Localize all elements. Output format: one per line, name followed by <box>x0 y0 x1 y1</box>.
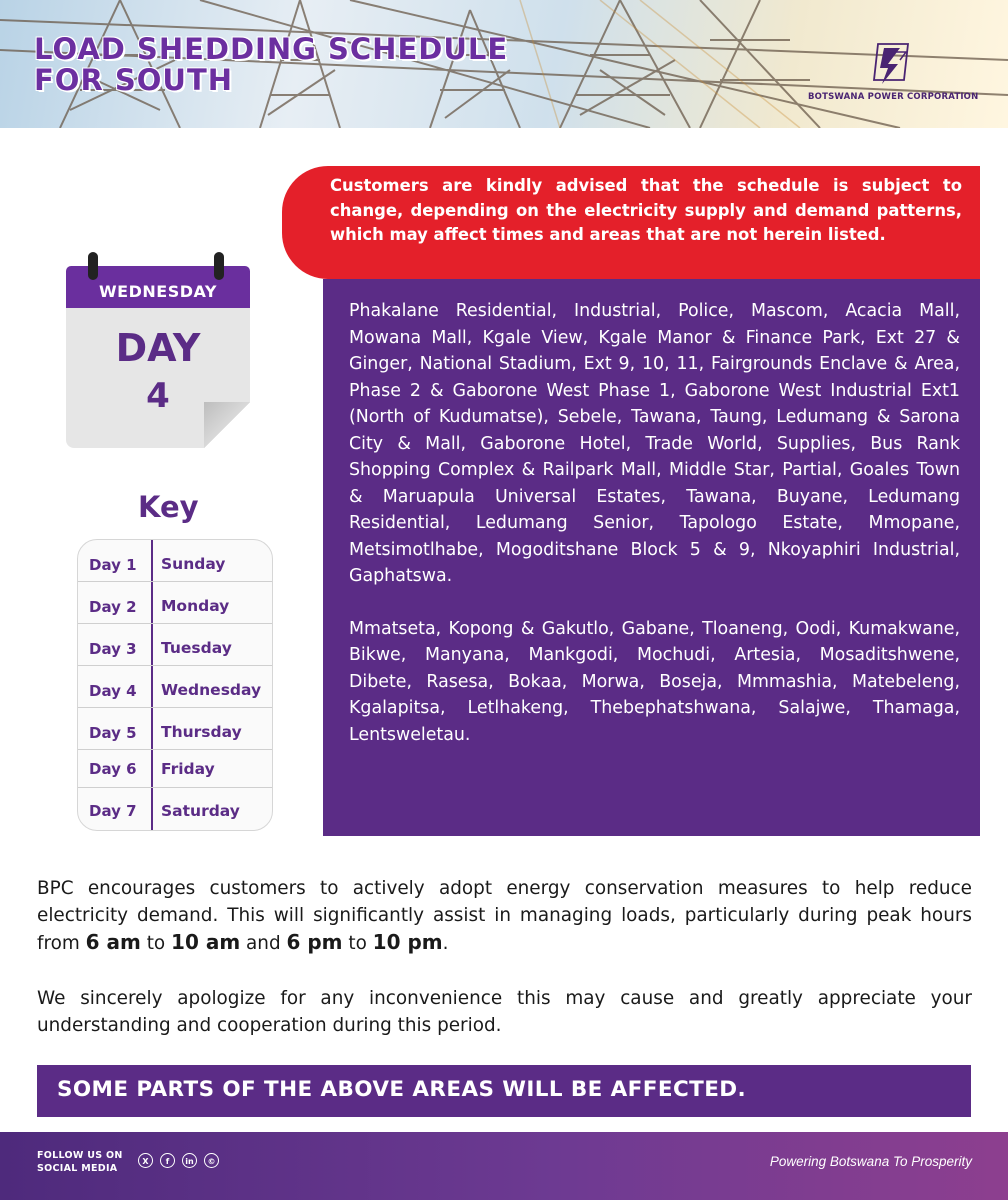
follow-line-1: FOLLOW US ON <box>37 1150 123 1161</box>
whatsapp-icon[interactable]: © <box>204 1153 219 1168</box>
header-banner <box>0 0 1008 128</box>
key-title: Key <box>138 490 199 524</box>
conservation-to-1: to <box>140 933 172 954</box>
calendar-weekday: WEDNESDAY <box>99 282 217 301</box>
tagline: Powering Botswana To Prosperity <box>769 1154 972 1169</box>
schedule-change-notice <box>282 166 980 279</box>
conservation-end: . <box>442 933 449 954</box>
key-weekday: Thursday <box>161 723 242 741</box>
key-row <box>78 708 272 750</box>
key-day: Day 3 <box>89 640 137 658</box>
conservation-text: BPC encourages customers to actively adopt energy conservation measures to help reduce electricity demand. This will significantly assist in managing loads, particularly during peak hours from <box>37 878 972 954</box>
conservation-to-2: to <box>342 933 373 954</box>
conservation-and: and <box>240 933 287 954</box>
key-row <box>78 582 272 624</box>
calendar-day-number: 4 <box>146 376 170 416</box>
apology-paragraph: We sincerely apologize for any inconvenience this may cause and greatly appreciate your understanding and cooperation during this period. <box>37 988 972 1036</box>
calendar-page <box>66 308 250 448</box>
bpc-logo-icon <box>870 38 916 86</box>
key-weekday: Saturday <box>161 802 240 820</box>
areas-group-1: Phakalane Residential, Industrial, Police, Mascom, Acacia Mall, Mowana Mall, Kgale View, Kgale Manor & Finance Park, Ext 27 & Ginger, National Stadium, Ext 9, 10, 11, Fairgrounds Enclave & Area, Phase 2 & Gaborone West Phase 1, Gaborone West Industrial Ext1 (North of Kudumatse), Sebele, Tawana, Taung, Ledumang & Sarona City & Mall, Gaborone Hotel, Trade World, Supplies, Bus Rank Shopping Complex & Railpark Mall, Middle Star, Partial, Goales Town & Maruapula Universal Estates, Tawana, Buyane, Ledumang Residential, Ledumang Senior, Tapologo Estate, Mmopane, Metsimotlhabe, Mogoditshane Block 5 & 9, Nkoyaphiri Industrial, Gaphatswa. <box>349 301 960 586</box>
key-row <box>78 666 272 708</box>
areas-group-2: Mmatseta, Kopong & Gakutlo, Gabane, Tloaneng, Oodi, Kumakwane, Bikwe, Manyana, Mankgodi, Mochudi, Artesia, Mosaditshwene, Dibete, Rasesa, Bokaa, Morwa, Boseja, Mmmashia, Matebeleng, Kgalapitsa, Letlhakeng, Thebephatshwana, Salajwe, Thamaga, Lentsweletau. <box>349 618 960 745</box>
key-weekday: Friday <box>161 760 215 778</box>
key-row <box>78 788 272 830</box>
key-day: Day 7 <box>89 802 137 820</box>
page-title-line2: FOR SOUTH <box>34 63 234 97</box>
facebook-icon[interactable]: f <box>160 1153 175 1168</box>
affected-areas-box <box>323 279 980 836</box>
key-weekday: Sunday <box>161 555 226 573</box>
conservation-paragraph <box>37 876 972 958</box>
linkedin-icon[interactable]: in <box>182 1153 197 1168</box>
bpc-logo <box>808 38 978 102</box>
calendar-ring-right <box>214 252 224 280</box>
calendar-header <box>66 266 250 308</box>
day-key-table <box>77 539 273 831</box>
peak-time-4: 10 pm <box>372 930 443 954</box>
follow-line-2: SOCIAL MEDIA <box>37 1163 118 1174</box>
key-day: Day 4 <box>89 682 137 700</box>
calendar-ring-left <box>88 252 98 280</box>
affected-areas-banner <box>37 1065 971 1117</box>
key-weekday: Monday <box>161 597 230 615</box>
peak-time-2: 10 am <box>171 930 241 954</box>
x-icon[interactable]: X <box>138 1153 153 1168</box>
peak-time-3: 6 pm <box>286 930 343 954</box>
key-day: Day 6 <box>89 760 137 778</box>
key-weekday: Tuesday <box>161 639 232 657</box>
banner-text: SOME PARTS OF THE ABOVE AREAS WILL BE AFFECTED. <box>57 1077 747 1102</box>
page-curl-shadow <box>204 402 250 448</box>
key-day: Day 2 <box>89 598 137 616</box>
key-day: Day 1 <box>89 556 137 574</box>
key-row <box>78 624 272 666</box>
notice-text: Customers are kindly advised that the schedule is subject to change, depending on the electricity supply and demand patterns, which may affect times and areas that are not herein listed. <box>330 176 962 244</box>
page-title-line1: LOAD SHEDDING SCHEDULE <box>34 32 509 66</box>
footer <box>0 1132 1008 1200</box>
key-day: Day 5 <box>89 724 137 742</box>
bpc-logo-text: BOTSWANA POWER CORPORATION <box>808 92 979 102</box>
social-links <box>138 1153 219 1168</box>
follow-us-label <box>37 1149 123 1175</box>
day-calendar <box>62 262 252 452</box>
peak-time-1: 6 am <box>85 930 141 954</box>
key-row <box>78 750 272 788</box>
key-weekday: Wednesday <box>161 681 262 699</box>
key-row <box>78 540 272 582</box>
calendar-day-label: DAY <box>115 326 201 370</box>
